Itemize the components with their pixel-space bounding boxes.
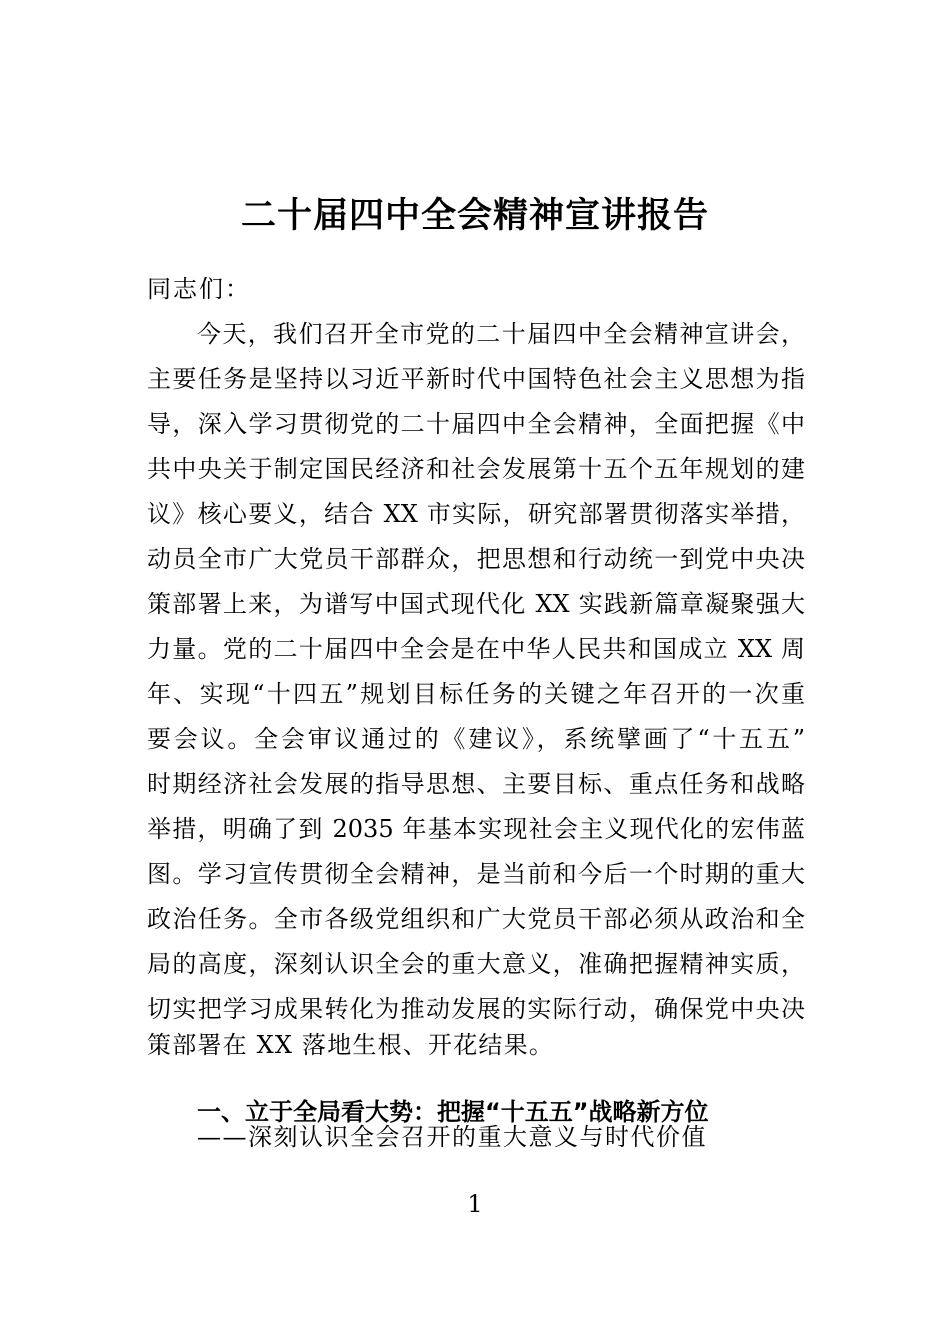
section-subheading: ——深刻认识全会召开的重大意义与时代价值 [197,1123,707,1151]
paragraph-line: 今天，我们召开全市党的二十届四中全会精神宣讲会， [197,320,805,348]
greeting: 同志们： [147,275,251,303]
paragraph-line: 图。学习宣传贯彻全会精神，是当前和今后一个时期的重大 [147,860,805,888]
paragraph-line: 导，深入学习贯彻党的二十届四中全会精神，全面把握《中 [147,410,805,438]
page-number: 1 [467,1190,483,1218]
section-heading: 一、立于全局看大势：把握“十五五”战略新方位 [197,1097,709,1126]
paragraph-line: 局的高度，深刻认识全会的重大意义，准确把握精神实质， [147,950,805,978]
paragraph-line: 动员全市广大党员干部群众，把思想和行动统一到党中央决 [147,545,805,573]
paragraph-line: 时期经济社会发展的指导思想、主要目标、重点任务和战略 [147,770,805,798]
paragraph-line: 主要任务是坚持以习近平新时代中国特色社会主义思想为指 [147,365,805,393]
paragraph-line: 年、实现“十四五”规划目标任务的关键之年召开的一次重 [147,680,805,708]
paragraph-line: 共中央关于制定国民经济和社会发展第十五个五年规划的建 [147,455,805,483]
paragraph-line: 举措，明确了到 2035 年基本实现社会主义现代化的宏伟蓝 [147,815,805,843]
paragraph-line: 议》核心要义，结合 XX 市实际，研究部署贯彻落实举措， [147,500,805,528]
document-title: 二十届四中全会精神宣讲报告 [240,195,709,237]
paragraph-line: 切实把学习成果转化为推动发展的实际行动，确保党中央决 [147,995,805,1023]
paragraph-line: 策部署在 XX 落地生根、开花结果。 [147,1031,555,1059]
paragraph-line: 力量。党的二十届四中全会是在中华人民共和国成立 XX 周 [147,635,805,663]
paragraph-line: 策部署上来，为谱写中国式现代化 XX 实践新篇章凝聚强大 [147,590,805,618]
paragraph-line: 政治任务。全市各级党组织和广大党员干部必须从政治和全 [147,905,805,933]
paragraph-line: 要会议。全会审议通过的《建议》，系统擘画了“十五五” [147,725,805,753]
